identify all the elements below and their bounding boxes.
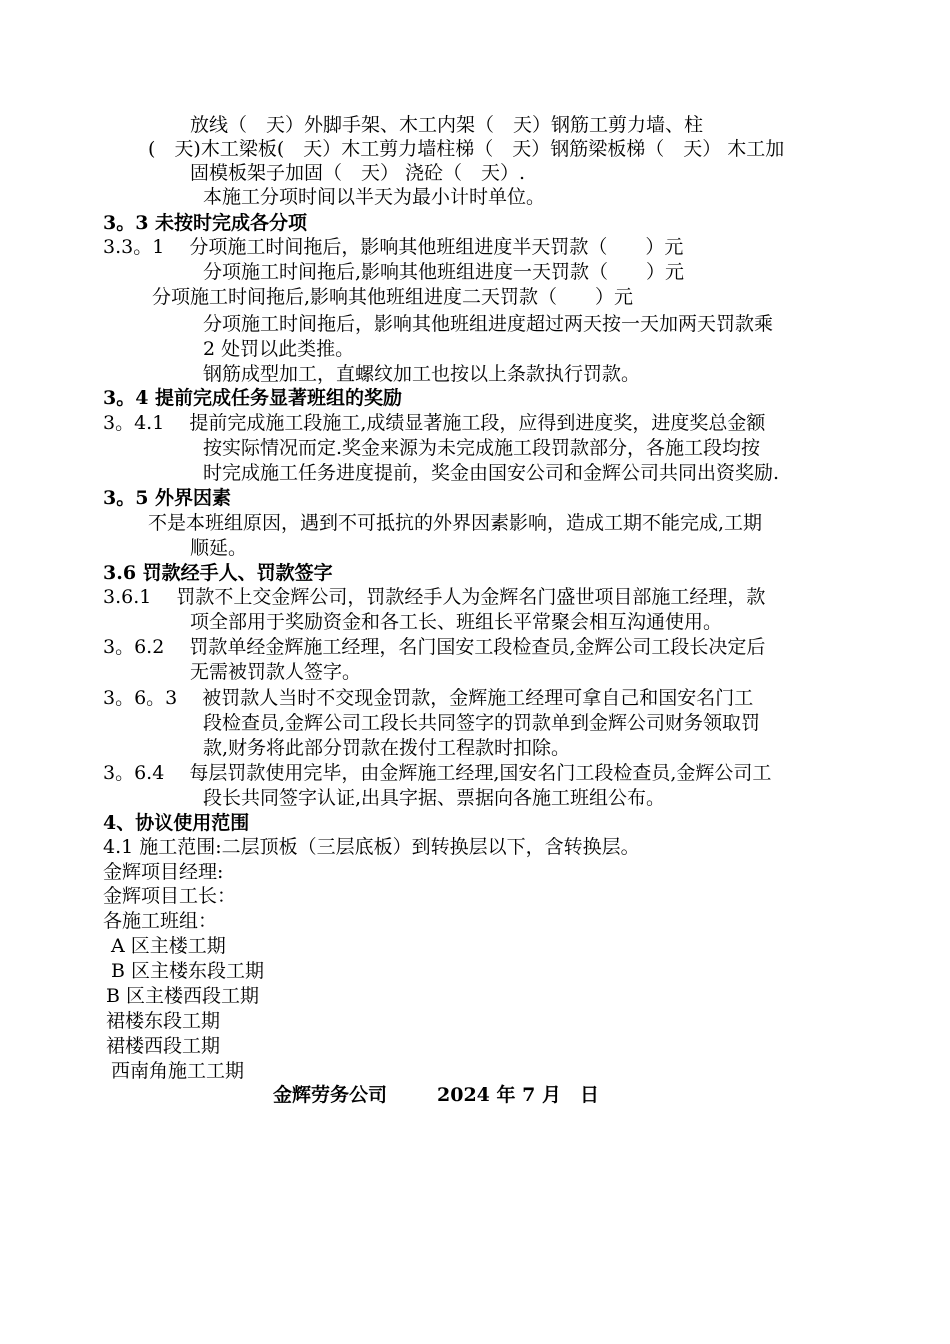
intro-line-1: 放线（ 天）外脚手架、木工内架（ 天）钢筋工剪力墙、柱 (190, 114, 704, 136)
team-item: 裙楼西段工期 (106, 1035, 221, 1057)
clause-3-6-3: 3。6。3 被罚款人当时不交现金罚款，金辉施工经理可拿自己和国安名门工 (103, 687, 754, 709)
signature-construction-teams: 各施工班组： (103, 910, 218, 932)
clause-4-1: 4.1 施工范围:二层顶板（三层底板）到转换层以下，含转换层。 (103, 836, 640, 858)
signature-project-manager: 金辉项目经理: (103, 861, 224, 883)
intro-line-4: 本施工分项时间以半天为最小计时单位。 (203, 186, 546, 208)
footer-company: 金辉劳务公司 (273, 1084, 388, 1106)
clause-3-3-5: 钢筋成型加工，直螺纹加工也按以上条款执行罚款。 (203, 363, 641, 385)
section-heading-3-4: 3。4 提前完成任务显著班组的奖励 (103, 387, 403, 409)
clause-3-3-4: 分项施工时间拖后，影响其他班组进度超过两天按一天加两天罚款乘 (203, 313, 774, 335)
team-item: B 区主楼西段工期 (106, 985, 260, 1007)
clause-3-6-3-cont-1: 段检查员,金辉公司工段长共同签字的罚款单到金辉公司财务领取罚 (203, 712, 761, 734)
clause-3-4-1: 3。4.1 提前完成施工段施工,成绩显著施工段，应得到进度奖，进度奖总金额 (103, 412, 766, 434)
clause-3-4-1-cont-2: 时完成施工任务进度提前，奖金由国安公司和金辉公司共同出资奖励. (203, 462, 780, 484)
clause-3-5: 不是本班组原因，遇到不可抵抗的外界因素影响，造成工期不能完成,工期 (148, 512, 763, 534)
clause-3-4-1-cont-1: 按实际情况而定.奖金来源为未完成施工段罚款部分，各施工段均按 (203, 437, 761, 459)
section-heading-4: 4、协议使用范围 (103, 812, 250, 834)
clause-3-3-4-cont: 2 处罚以此类推。 (203, 338, 355, 360)
clause-3-5-cont: 顺延。 (190, 537, 248, 559)
clause-3-3-1: 3.3。1 分项施工时间拖后，影响其他班组进度半天罚款（ ）元 (103, 236, 684, 258)
team-item: 裙楼东段工期 (106, 1010, 221, 1032)
clause-3-6-4-cont: 段长共同签字认证,出具字据、票据向各施工班组公布。 (203, 787, 666, 809)
signature-project-foreman: 金辉项目工长： (103, 885, 237, 907)
section-heading-3-5: 3。5 外界因素 (103, 487, 232, 509)
clause-3-6-1-cont: 项全部用于奖励资金和各工长、班组长平常聚会相互沟通使用。 (190, 611, 723, 633)
clause-3-3-2: 分项施工时间拖后,影响其他班组进度一天罚款（ ）元 (203, 261, 685, 283)
clause-3-6-2-cont: 无需被罚款人签字。 (190, 661, 362, 683)
clause-3-6-1: 3.6.1 罚款不上交金辉公司，罚款经手人为金辉名门盛世项目部施工经理，款 (103, 586, 766, 608)
clause-3-6-3-cont-2: 款,财务将此部分罚款在拨付工程款时扣除。 (203, 737, 571, 759)
intro-line-2: ( 天)木工梁板( 天）木工剪力墙柱梯（ 天）钢筋梁板梯（ 天） 木工加 (148, 138, 785, 160)
footer-date: 2024 年 7 月 日 (437, 1084, 599, 1106)
team-item: B 区主楼东段工期 (111, 960, 265, 982)
clause-3-3-3: 分项施工时间拖后,影响其他班组进度二天罚款（ ）元 (152, 286, 634, 308)
team-item: A 区主楼工期 (111, 935, 226, 957)
intro-line-3: 固模板架子加固（ 天） 浇砼（ 天）. (190, 162, 526, 184)
section-heading-3-3: 3。3 未按时完成各分项 (103, 212, 308, 234)
clause-3-6-4: 3。6.4 每层罚款使用完毕，由金辉施工经理,国安名门工段检查员,金辉公司工 (103, 762, 772, 784)
section-heading-3-6: 3.6 罚款经手人、罚款签字 (103, 562, 333, 584)
team-item: 西南角施工工期 (111, 1060, 245, 1082)
clause-3-6-2: 3。6.2 罚款单经金辉施工经理，名门国安工段检查员,金辉公司工段长决定后 (103, 636, 766, 658)
